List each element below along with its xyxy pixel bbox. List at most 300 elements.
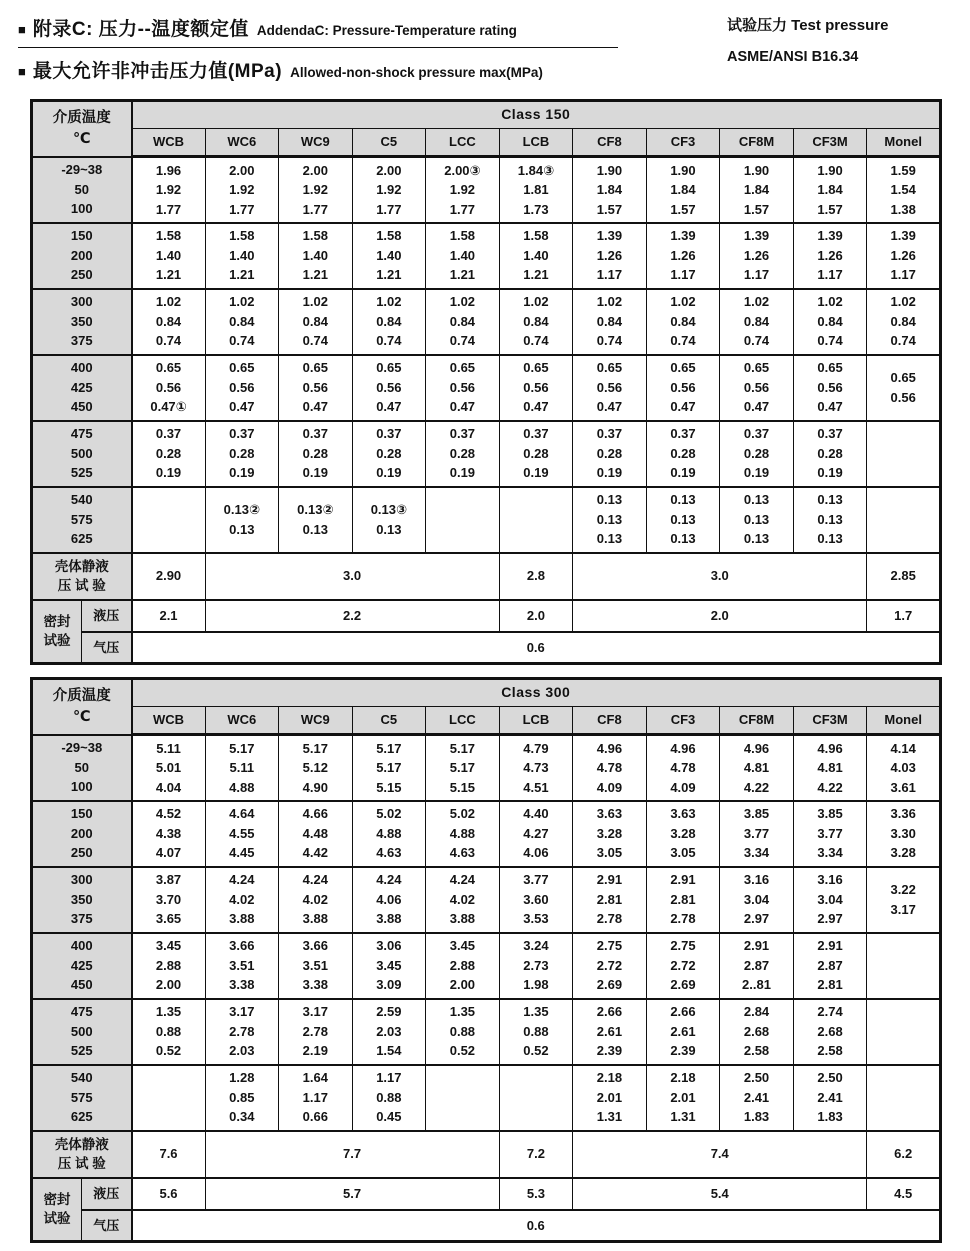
cell-line: 1.77 [155,201,182,217]
table-row [32,933,941,999]
page-header [18,10,942,89]
table-row [32,1210,941,1242]
cell-line: 3.60 [523,891,549,907]
pressure-value-cell [499,355,573,421]
pressure-value-cell [646,355,720,421]
cell-line: 575 [70,511,93,527]
cell-line: 3.09 [376,977,402,993]
pressure-value-cell [793,355,867,421]
cell-line: 0.6 [526,1217,545,1233]
cell-line: 0.88 [155,1023,182,1039]
cell-line: 425 [70,957,93,973]
cell-line: 0.47 [743,399,770,415]
pressure-value-cell [132,289,206,355]
cell-line: 2.41 [743,1089,770,1105]
cell-line: 0.13 [596,531,623,547]
cell-line: 0.13 [376,521,402,537]
cell-line: Class 150 [501,106,571,123]
cell-line: 气压 [93,1217,120,1233]
cell-line: 0.65 [376,360,402,376]
cell-line: 0.88 [376,1089,402,1105]
cell-line: Monel [884,134,922,150]
cell-line: 2.78 [670,911,696,927]
cell-line: 1.59 [890,162,916,178]
cell-line: 0.47 [817,399,843,415]
cell-line: 2.1 [159,607,178,623]
pressure-value-cell [720,999,794,1065]
cell-line: 0.28 [449,445,476,461]
cell-line: 2.74 [817,1004,843,1020]
cell-line: 300 [70,294,93,310]
cell-line: WCB [152,712,185,728]
cell-line: 3.34 [743,845,770,861]
cell-line: 0.28 [817,445,843,461]
shell-test-value [573,553,867,600]
cell-line: 4.66 [302,806,328,822]
material-header [499,707,573,735]
pressure-value-cell [867,421,941,487]
cell-line: WC6 [227,712,257,728]
cell-line: 0.74 [229,333,255,349]
pressure-value-cell [646,867,720,933]
cell-line: 250 [70,267,93,283]
cell-line: 3.28 [890,845,916,861]
cell-line: 1.02 [817,294,843,310]
cell-line: 1.17 [817,267,843,283]
cell-line: 2.91 [596,872,623,888]
cell-line: 5.3 [526,1185,545,1201]
pressure-value-cell [573,867,647,933]
temperature-cell [32,999,132,1065]
cell-line: 4.06 [376,891,402,907]
cell-line: 525 [70,1043,93,1059]
pressure-value-cell [499,1065,573,1131]
cell-line: 1.02 [449,294,476,310]
cell-line: 400 [70,360,93,376]
material-header [793,129,867,157]
pressure-value-cell [646,421,720,487]
cell-line: 2.69 [596,977,623,993]
shell-test-value [867,553,941,600]
pressure-value-cell [793,999,867,1065]
cell-line: 0.56 [302,379,328,395]
cell-line: CF8M [738,712,775,728]
cell-line: 1.02 [743,294,770,310]
cell-line: 壳体静液 [54,1136,109,1152]
material-header [132,129,206,157]
cell-line: 3.0 [343,568,362,584]
cell-line: ℃ [72,130,91,147]
pressure-value-cell [205,1065,279,1131]
cell-line: 625 [70,1109,93,1125]
cell-line: 1.17 [302,1089,328,1105]
cell-line: 2.69 [670,977,696,993]
cell-line: 0.28 [743,445,770,461]
cell-line: 2.00 [229,162,255,178]
table-row [32,355,941,421]
cell-line: 0.84 [743,313,770,329]
cell-line: ℃ [72,708,91,725]
cell-line: 4.73 [523,760,549,775]
table-row [32,600,941,632]
cell-line: 2.2 [343,607,362,623]
table-row [32,999,941,1065]
cell-line: 1.35 [155,1004,182,1020]
cell-line: 2.68 [743,1023,770,1039]
cell-line: 0.56 [449,379,476,395]
cell-line: 5.17 [376,740,402,756]
pressure-value-cell [205,289,279,355]
cell-line: 4.88 [376,825,402,841]
pressure-value-cell [426,223,500,289]
cell-line: 0.37 [523,426,549,442]
cell-line: 3.06 [376,938,402,954]
standard-label: ASME/ANSI B16.34 [727,49,859,65]
pneumatic-pressure-label [82,1210,132,1242]
cell-line: 2.73 [523,957,549,973]
pressure-value-cell [279,867,353,933]
cell-line: CF3M [812,134,848,150]
pressure-value-cell [205,735,279,801]
cell-line: 2.19 [302,1043,328,1059]
table-row [32,101,941,129]
table-row [32,157,941,223]
cell-line: 气压 [93,639,120,655]
cell-line: 1.40 [523,247,549,263]
hydraulic-test-value [499,600,573,632]
cell-line: 液压 [93,607,120,623]
cell-line: 1.02 [229,294,255,310]
shell-test-value [499,553,573,600]
cell-line: 2.91 [670,872,696,888]
cell-line: LCC [449,134,476,150]
pressure-value-cell [352,289,426,355]
cell-line: 2.68 [817,1023,843,1039]
material-header [720,129,794,157]
medium-temperature-header [32,679,132,735]
title2-english: Allowed-non-shock pressure max(MPa) [290,65,543,80]
cell-line: 0.6 [526,639,545,655]
cell-line: 0.56 [229,379,255,395]
cell-line: 3.88 [449,911,476,927]
cell-line: 2.00 [302,162,328,178]
cell-line: 3.17 [229,1004,255,1020]
cell-line: 0.84 [596,313,623,329]
cell-line: WC9 [300,712,330,728]
cell-line: 0.74 [302,333,328,349]
cell-line: 3.53 [523,911,549,927]
cell-line: 1.54 [890,182,916,197]
cell-line: 3.05 [670,845,696,861]
cell-line: 试验 [43,1211,71,1227]
pressure-value-cell [646,487,720,553]
pressure-value-cell [499,735,573,801]
cell-line: 2.78 [229,1023,255,1039]
cell-line: 1.77 [229,201,255,217]
cell-line: 0.88 [449,1023,476,1039]
cell-line: 2.50 [817,1070,843,1086]
cell-line: 425 [70,379,93,395]
pressure-value-cell [867,289,941,355]
title2-chinese: 最大允许非冲击压力值(MPa) [32,61,283,82]
cell-line: 0.56 [817,379,843,395]
pressure-value-cell [573,487,647,553]
cell-line: 4.24 [449,872,476,888]
cell-line: 1.31 [596,1109,623,1125]
cell-line: 1.57 [596,201,623,217]
cell-line: 2.75 [596,938,623,954]
pressure-value-cell [646,1065,720,1131]
pressure-value-cell [132,933,206,999]
cell-line: 1.26 [743,247,770,263]
cell-line: 1.92 [155,182,182,197]
cell-line: 0.13 [743,511,770,527]
cell-line: 0.28 [523,445,549,461]
cell-line: 2.72 [596,957,623,973]
cell-line: 2.18 [670,1070,696,1086]
pressure-value-cell [352,487,426,553]
cell-line: 4.24 [302,872,328,888]
pressure-value-cell [499,157,573,223]
cell-line: 密封 [43,1191,71,1207]
pressure-value-cell [646,735,720,801]
cell-line: 50 [74,759,89,775]
cell-line: 0.28 [155,445,182,461]
cell-line: 3.63 [670,806,696,822]
table-row [32,1178,941,1210]
table-row [32,487,941,553]
pressure-value-cell [793,933,867,999]
cell-line: 0.65 [596,360,623,376]
cell-line: 0.45 [376,1109,402,1125]
cell-line: 5.11 [229,760,255,775]
table-row [32,707,941,735]
pressure-value-cell [867,1065,941,1131]
cell-line: 4.52 [155,806,182,822]
cell-line: 2.84 [743,1004,770,1020]
cell-line: 4.22 [743,779,770,795]
temperature-cell [32,355,132,421]
temperature-cell [32,933,132,999]
pressure-value-cell [499,801,573,867]
cell-line: 0.66 [302,1109,328,1125]
cell-line: 0.65 [890,370,916,385]
cell-line: 1.02 [155,294,182,310]
cell-line: 1.39 [890,228,916,244]
pressure-value-cell [352,933,426,999]
cell-line: 4.5 [894,1185,913,1201]
cell-line: 4.24 [376,872,402,888]
cell-line: 2.81 [817,977,843,993]
cell-line: 1.26 [670,247,696,263]
pressure-value-cell [352,735,426,801]
pressure-value-cell [279,1065,353,1131]
cell-line: 1.17 [670,267,696,283]
pressure-value-cell [573,421,647,487]
pressure-value-cell [426,487,500,553]
cell-line: 0.65 [302,360,328,376]
cell-line: 2.59 [376,1004,402,1020]
cell-line: C5 [380,712,398,728]
class-300-table-container [30,677,942,1243]
pressure-value-cell [352,999,426,1065]
cell-line: 150 [70,228,93,244]
material-header [499,129,573,157]
hydraulic-test-value [132,600,206,632]
cell-line: 3.88 [376,911,402,927]
cell-line: 1.17 [596,267,623,283]
cell-line: 450 [70,399,93,415]
cell-line: 0.65 [449,360,476,376]
cell-line: 1.90 [670,162,696,178]
cell-line: 2.66 [596,1004,623,1020]
cell-line: 1.84 [817,182,843,197]
cell-line: 475 [70,1004,93,1020]
cell-line: 0.84 [449,313,476,329]
cell-line: 2.01 [670,1089,696,1105]
cell-line: 375 [70,911,93,927]
pressure-value-cell [426,801,500,867]
cell-line: 4.88 [449,825,476,841]
pressure-class-header [132,679,941,707]
cell-line: 3.88 [229,911,255,927]
cell-line: -29~38 [61,162,103,178]
cell-line: 50 [74,181,89,197]
material-header [279,707,353,735]
pressure-value-cell [720,157,794,223]
pressure-value-cell [720,735,794,801]
cell-line: 4.06 [523,845,549,861]
material-header [205,707,279,735]
cell-line: 1.39 [743,228,770,244]
cell-line: 0.65 [670,360,696,376]
cell-line: 2.01 [596,1089,623,1105]
cell-line: 2.72 [670,957,696,973]
cell-line: 3.34 [817,845,843,861]
cell-line: 0.37 [449,426,476,442]
cell-line: 3.16 [743,872,770,888]
cell-line: 3.85 [817,806,843,822]
cell-line: 1.17 [743,267,770,283]
pressure-value-cell [499,223,573,289]
cell-line: 1.39 [596,228,623,244]
cell-line: 1.57 [670,201,696,217]
cell-line: 0.52 [523,1043,549,1059]
pressure-value-cell [426,157,500,223]
title1-chinese: 附录C: 压力--温度额定值 [32,19,249,40]
cell-line: -29~38 [61,740,103,756]
pressure-value-cell [720,289,794,355]
cell-line: 150 [70,806,93,822]
cell-line: 1.77 [376,201,402,217]
cell-line: 0.74 [449,333,476,349]
material-header [205,129,279,157]
cell-line: 0.52 [155,1043,182,1059]
cell-line: 2.39 [670,1043,696,1059]
cell-line: 2.87 [743,957,770,973]
cell-line: 2.8 [526,568,545,584]
cell-line: 2.61 [596,1023,623,1039]
temperature-cell [32,1065,132,1131]
cell-line: 1.73 [523,201,549,217]
cell-line: 300 [70,872,93,888]
pressure-value-cell [426,1065,500,1131]
cell-line: 0.74 [523,333,549,349]
cell-line: 0.88 [523,1023,549,1039]
pressure-value-cell [279,421,353,487]
cell-line: 525 [70,465,93,481]
cell-line: 1.90 [743,162,770,178]
hydraulic-pressure-label [82,600,132,632]
square-bullet-icon: ■ [18,22,26,37]
cell-line: 1.92 [229,182,255,197]
cell-line: 压 试 验 [57,1156,106,1171]
cell-line: 4.90 [302,779,328,795]
cell-line: 2.0 [710,607,729,623]
cell-line: 0.37 [302,426,328,442]
cell-line: 3.65 [155,911,182,927]
cell-line: 100 [70,779,93,795]
cell-line: 1.7 [894,607,913,623]
pressure-value-cell [573,735,647,801]
cell-line: 0.47 [523,399,549,415]
cell-line: 1.02 [670,294,696,310]
cell-line: 1.58 [376,228,402,244]
pressure-value-cell [867,735,941,801]
pressure-value-cell [352,355,426,421]
pressure-value-cell [867,999,941,1065]
shell-hydrostatic-test-label [32,1131,132,1178]
cell-line: 200 [70,247,93,263]
cell-line: 475 [70,426,93,442]
shell-test-value [499,1131,573,1178]
cell-line: 0.19 [670,465,696,481]
cell-line: 5.4 [710,1185,729,1201]
cell-line: 1.02 [890,294,916,310]
cell-line: 2.61 [670,1023,696,1039]
cell-line: 0.37 [817,426,843,442]
cell-line: 压 试 验 [57,578,106,593]
rating-table-class-300 [30,677,942,1243]
cell-line: 3.51 [229,957,255,973]
table-row [32,223,941,289]
table-row [32,632,941,664]
cell-line: Class 300 [501,684,571,701]
cell-line: 0.37 [229,426,255,442]
shell-test-value [573,1131,867,1178]
material-header [793,707,867,735]
pressure-value-cell [867,355,941,421]
cell-line: 1.90 [596,162,623,178]
cell-line: 2.00 [449,977,476,993]
cell-line: 3.36 [890,806,916,822]
rating-table-class-150 [30,99,942,665]
cell-line: 1.21 [376,267,402,283]
cell-line: 1.58 [302,228,328,244]
pressure-value-cell [132,999,206,1065]
table-row [32,801,941,867]
cell-line: 0.13 [229,521,255,537]
cell-line: 2.91 [817,938,843,954]
cell-line: 0.13③ [370,502,408,517]
cell-line: CF8 [597,134,622,150]
cell-line: 4.96 [670,740,696,756]
pressure-value-cell [279,289,353,355]
temperature-cell [32,867,132,933]
cell-line: 1.21 [155,267,182,283]
pressure-value-cell [646,999,720,1065]
cell-line: 0.13 [817,492,843,508]
